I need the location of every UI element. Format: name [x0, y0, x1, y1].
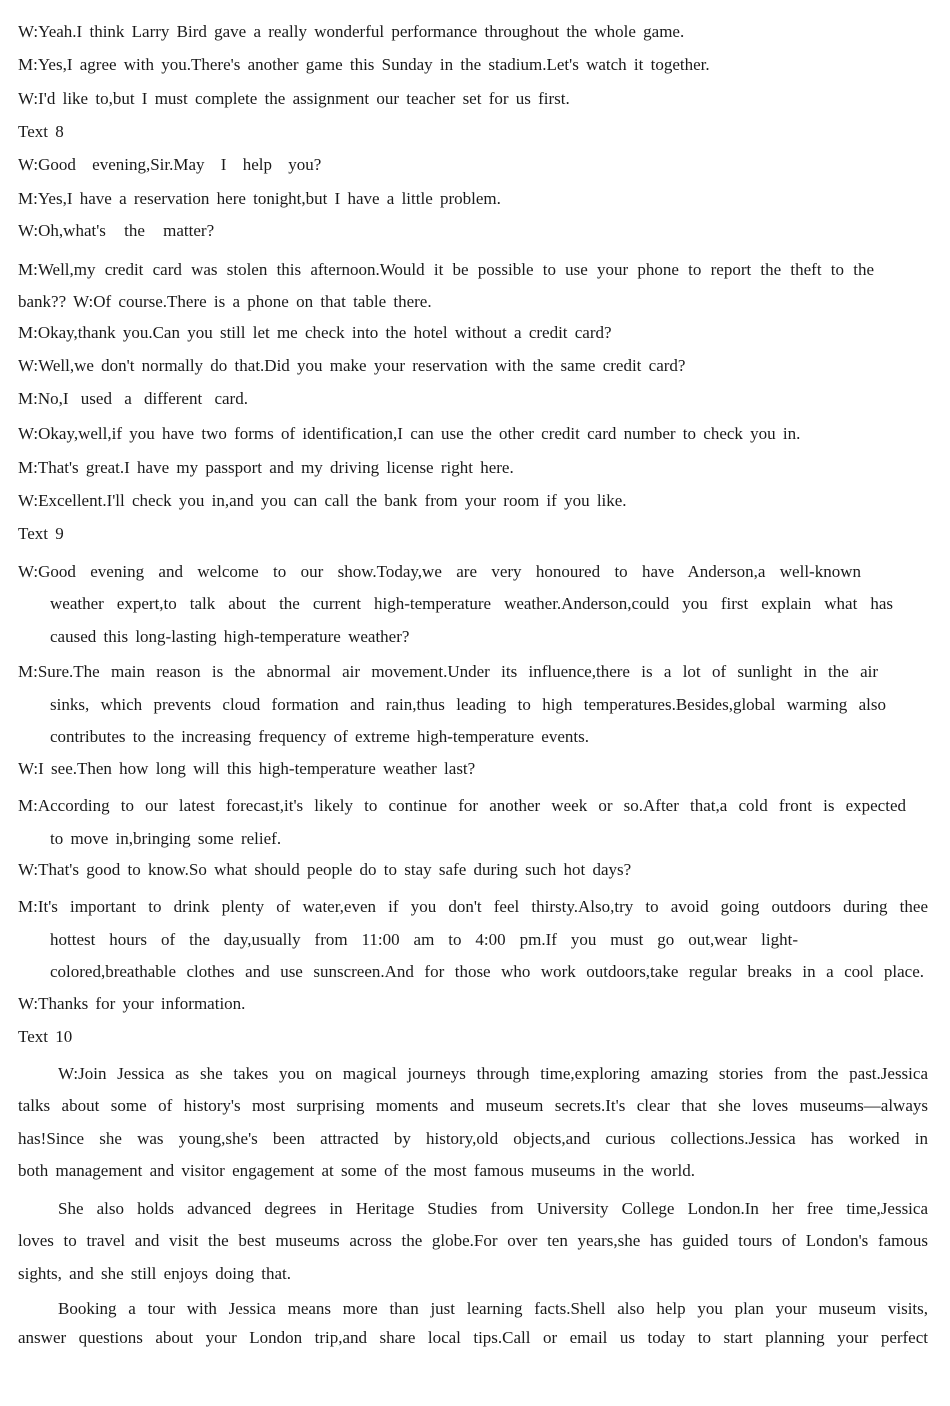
dialogue-line: to move in,bringing some relief.: [50, 829, 282, 848]
dialogue-line: W:I'd like to,but I must complete the assignment our teacher set for us first.: [18, 89, 570, 108]
dialogue-line: colored,breathable clothes and use sunscreen.And for those who work outdoors,take regular breaks in a cool place.: [50, 962, 924, 981]
dialogue-line: W:Okay,well,if you have two forms of identification,I can use the other credit card number to check you in.: [18, 424, 801, 443]
dialogue-line: W:Thanks for your information.: [18, 994, 246, 1013]
dialogue-line: hottest hours of the day,usually from 11:00 am to 4:00 pm.If you must go out,wear light-: [50, 930, 798, 949]
dialogue-line: W:Excellent.I'll check you in,and you can call the bank from your room if you like.: [18, 491, 627, 510]
paragraph-line: W:Join Jessica as she takes you on magical journeys through time,exploring amazing stories from the past.Jessica: [58, 1064, 928, 1083]
section-heading: Text 9: [18, 524, 64, 543]
dialogue-line: contributes to the increasing frequency of extreme high-temperature events.: [50, 727, 589, 746]
dialogue-line: M:Yes,I have a reservation here tonight,but I have a little problem.: [18, 189, 501, 208]
dialogue-line: bank?? W:Of course.There is a phone on that table there.: [18, 292, 432, 311]
paragraph-line: Booking a tour with Jessica means more than just learning facts.Shell also help you plan your museum visits,: [58, 1299, 928, 1318]
dialogue-line: M:Yes,I agree with you.There's another game this Sunday in the stadium.Let's watch it together.: [18, 55, 710, 74]
dialogue-line: weather expert,to talk about the current high-temperature weather.Anderson,could you first explain what has: [50, 594, 893, 613]
paragraph-line: has!Since she was young,she's been attracted by history,old objects,and curious collections.Jessica has worked in: [18, 1129, 928, 1148]
dialogue-line: W:That's good to know.So what should people do to stay safe during such hot days?: [18, 860, 632, 879]
dialogue-line: sinks, which prevents cloud formation and rain,thus leading to high temperatures.Besides,global warming also: [50, 695, 886, 714]
dialogue-line: M:Okay,thank you.Can you still let me check into the hotel without a credit card?: [18, 323, 612, 342]
paragraph-line: sights, and she still enjoys doing that.: [18, 1264, 291, 1283]
dialogue-line: W:Good evening and welcome to our show.Today,we are very honoured to have Anderson,a well-known: [18, 562, 861, 581]
dialogue-line: W:Yeah.I think Larry Bird gave a really wonderful performance throughout the whole game.: [18, 22, 685, 41]
dialogue-line: M:That's great.I have my passport and my driving license right here.: [18, 458, 514, 477]
dialogue-line: W:Well,we don't normally do that.Did you make your reservation with the same credit card?: [18, 356, 686, 375]
dialogue-line: M:Well,my credit card was stolen this afternoon.Would it be possible to use your phone to report the theft to the: [18, 260, 874, 279]
dialogue-line: M:According to our latest forecast,it's likely to continue for another week or so.After that,a cold front is expected: [18, 796, 906, 815]
dialogue-line: M:It's important to drink plenty of water,even if you don't feel thirsty.Also,try to avoid going outdoors during thee: [18, 897, 928, 916]
paragraph-line: both management and visitor engagement at some of the most famous museums in the world.: [18, 1161, 696, 1180]
paragraph-line: answer questions about your London trip,and share local tips.Call or email us today to start planning your perfect: [18, 1328, 928, 1347]
dialogue-line: W:Oh,what's the matter?: [18, 221, 215, 240]
dialogue-line: W:Good evening,Sir.May I help you?: [18, 155, 322, 174]
dialogue-line: M:Sure.The main reason is the abnormal air movement.Under its influence,there is a lot of sunlight in the air: [18, 662, 878, 681]
section-heading: Text 8: [18, 122, 64, 141]
paragraph-line: She also holds advanced degrees in Heritage Studies from University College London.In her free time,Jessica: [58, 1199, 928, 1218]
dialogue-line: M:No,I used a different card.: [18, 389, 248, 408]
paragraph-line: talks about some of history's most surprising moments and museum secrets.It's clear that she loves museums—always: [18, 1096, 928, 1115]
dialogue-line: caused this long-lasting high-temperature weather?: [50, 627, 410, 646]
paragraph-line: loves to travel and visit the best museums across the globe.For over ten years,she has guided tours of London's famous: [18, 1231, 928, 1250]
section-heading: Text 10: [18, 1027, 73, 1046]
dialogue-line: W:I see.Then how long will this high-temperature weather last?: [18, 759, 476, 778]
